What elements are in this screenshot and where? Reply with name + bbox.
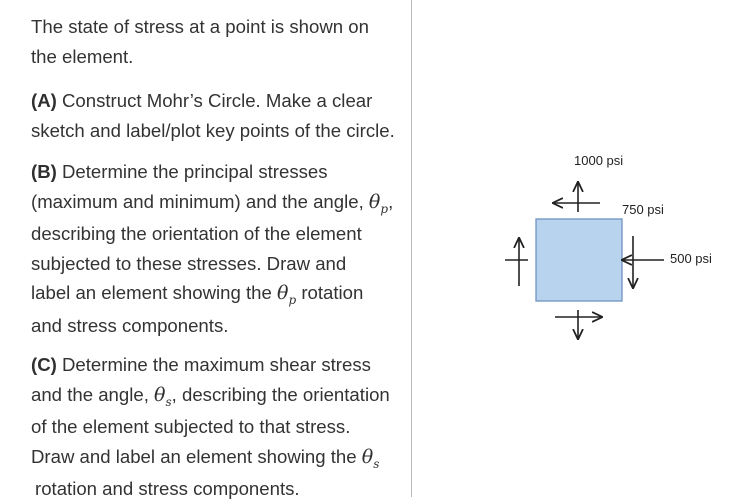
part-a-line-2: sketch and label/plot key points of the circle. (31, 119, 395, 141)
part-c-tag: (C) (31, 354, 57, 375)
shear-stress-label: 750 psi (622, 202, 664, 217)
stress-element-square (536, 219, 622, 301)
theta-symbol: θ (361, 445, 374, 468)
theta-symbol: θ (368, 190, 381, 213)
part-a-line-1: Construct Mohr’s Circle. Make a clear (56, 90, 373, 111)
part-b-line-5-rest: rotation (296, 282, 364, 303)
theta-subscript: p (288, 293, 297, 307)
part-b-line-2: (maximum and minimum) and the angle, (31, 190, 369, 212)
theta-symbol: θ (154, 383, 166, 406)
part-c-line-5: rotation and stress components. (35, 478, 300, 499)
intro-line-2: the element. (31, 45, 134, 67)
part-c-line-3: of the element subjected to that stress. (31, 416, 351, 437)
part-a-tag: (A) (31, 90, 57, 111)
theta-subscript: p (380, 201, 389, 216)
part-c-line-2-rest: , describing the orientation (171, 383, 390, 405)
theta-symbol: θ (277, 282, 289, 304)
part-c-line-4: Draw and label an element showing the (31, 445, 362, 467)
part-b-line-1: Determine the principal stresses (56, 161, 328, 182)
part-b-line-6: and stress components. (31, 314, 229, 336)
top-stress-label: 1000 psi (574, 153, 624, 168)
part-c-line-2: and the angle, (31, 383, 155, 405)
part-b-line-2-comma: , (388, 190, 394, 212)
part-c-line-1: Determine the maximum shear stress (56, 354, 371, 375)
part-b-tag: (B) (31, 161, 57, 182)
part-b-line-5: label an element showing the (31, 282, 278, 303)
part-b-line-3: describing the orientation of the element (31, 223, 362, 244)
right-stress-label: 500 psi (670, 251, 712, 266)
intro-line-1: The state of stress at a point is shown on (31, 16, 369, 37)
part-b-line-4: subjected to these stresses. Draw and (31, 252, 347, 274)
theta-subscript: s (373, 456, 380, 471)
theta-subscript: s (165, 394, 172, 409)
